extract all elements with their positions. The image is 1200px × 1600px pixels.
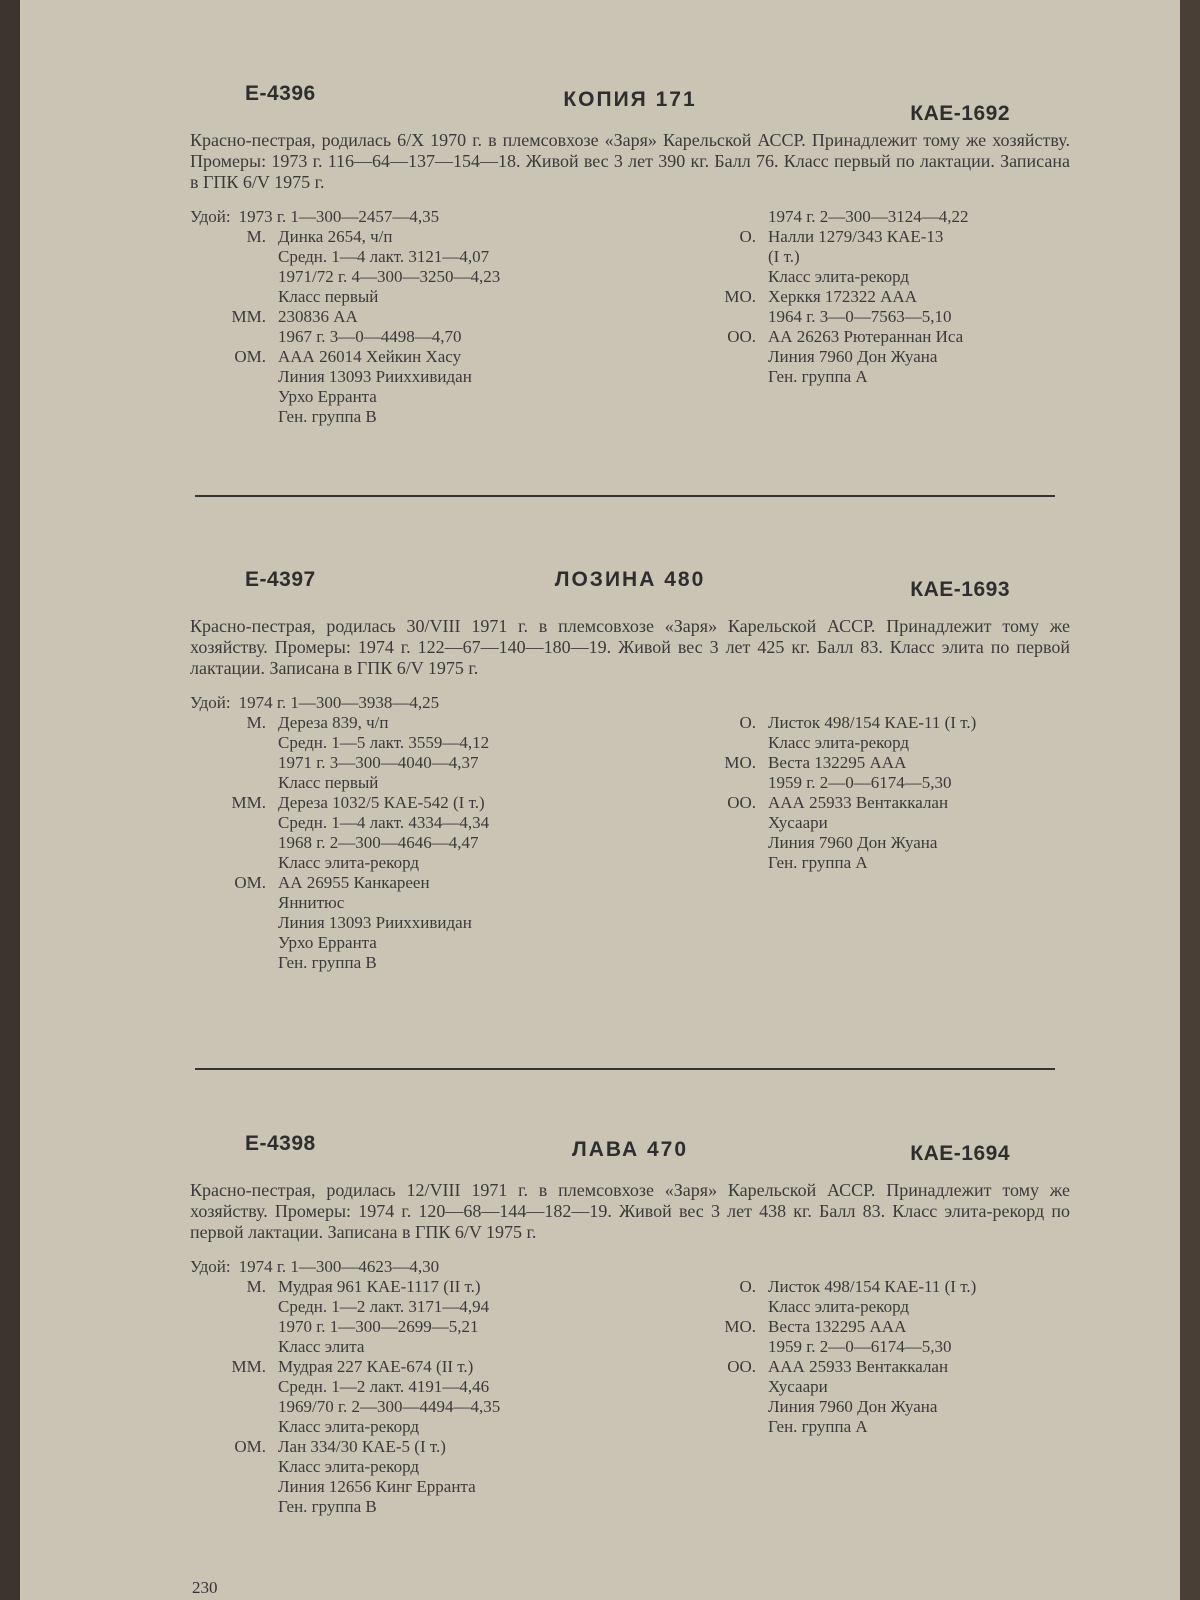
pedigree-text: Класс элита-рекорд — [278, 1457, 419, 1476]
pedigree-text: Средн. 1—4 лакт. 3121—4,07 — [278, 247, 490, 266]
entry-e4397 — [190, 568, 1070, 993]
pedigree-line — [680, 713, 1060, 733]
pedigree-label: ОМ. — [234, 1437, 266, 1456]
pedigree-text: 1974 г. 1—300—3938—4,25 — [238, 693, 440, 712]
pedigree-text: Ген. группа А — [768, 367, 868, 386]
pedigree-text: ААА 25933 Вентаккалан — [768, 793, 949, 812]
pedigree-text: Средн. 1—2 лакт. 4191—4,46 — [278, 1377, 490, 1396]
pedigree-line — [680, 1417, 1060, 1437]
pedigree-line — [190, 1437, 660, 1457]
pedigree-line — [680, 1277, 1060, 1297]
entry-header — [190, 1132, 1070, 1172]
pedigree-text: Ген. группа А — [768, 853, 868, 872]
pedigree-line — [680, 833, 1060, 853]
pedigree-label — [190, 327, 278, 347]
pedigree-line — [190, 813, 660, 833]
pedigree-label — [190, 773, 278, 793]
pedigree-label: О. — [739, 1277, 756, 1296]
pedigree-label — [680, 773, 768, 793]
pedigree-line — [190, 267, 660, 287]
entry-e4398 — [190, 1132, 1070, 1557]
cow-name: ЛАВА 470 — [571, 1138, 689, 1161]
pedigree-label: Удой: — [190, 693, 231, 712]
pedigree-label — [190, 247, 278, 267]
pedigree-text: Средн. 1—2 лакт. 3171—4,94 — [278, 1297, 490, 1316]
pedigree-line — [680, 853, 1060, 873]
pedigree-label — [190, 753, 278, 773]
pedigree-line — [190, 1417, 660, 1437]
pedigree-text: Класс элита — [278, 1337, 365, 1356]
pedigree-block — [190, 693, 1070, 993]
pedigree-text: Веста 132295 ААА — [768, 1317, 907, 1336]
pedigree-text: 1968 г. 2—300—4646—4,47 — [278, 833, 479, 852]
pedigree-line — [680, 347, 1060, 367]
pedigree-text: АА 26955 Канкареен — [278, 873, 430, 892]
pedigree-label — [680, 853, 768, 873]
pedigree-line — [190, 247, 660, 267]
herdbook-number: КАЕ-1693 — [910, 578, 1010, 601]
pedigree-line — [680, 733, 1060, 753]
pedigree-text: 1974 г. 1—300—4623—4,30 — [238, 1257, 440, 1276]
pedigree-line — [190, 893, 660, 913]
pedigree-label: М. — [246, 227, 266, 246]
pedigree-text: Линия 12656 Кинг Ерранта — [278, 1477, 476, 1496]
pedigree-text: Дереза 1032/5 КАЕ-542 (I т.) — [278, 793, 485, 812]
pedigree-label: ММ. — [231, 307, 266, 326]
pedigree-label — [190, 833, 278, 853]
pedigree-maternal — [190, 207, 660, 427]
pedigree-line — [190, 407, 660, 427]
pedigree-text: 1973 г. 1—300—2457—4,35 — [238, 207, 440, 226]
entry-description: Красно-пестрая, родилась 30/VIII 1971 г. в племсовхозе «Заря» Карельской АССР. Принадлежит тому же хозяйству. Промеры: 1974 г. 122—67—140—180—19. Живой вес 3 лет 425 кг. Балл 83. Класс элита по первой лактации. Записана в ГПК 6/V 1975 г. — [190, 616, 1070, 678]
entry-e4396 — [190, 82, 1070, 507]
pedigree-line — [680, 287, 1060, 307]
pedigree-line — [190, 347, 660, 367]
pedigree-text: Класс первый — [278, 773, 379, 792]
pedigree-text: Налли 1279/343 КАЕ-13 — [768, 227, 944, 246]
pedigree-line — [190, 953, 660, 973]
pedigree-line — [190, 933, 660, 953]
pedigree-text: ААА 26014 Хейкин Хасу — [278, 347, 462, 366]
pedigree-line — [680, 307, 1060, 327]
pedigree-label: МО. — [724, 753, 756, 772]
pedigree-line — [190, 227, 660, 247]
pedigree-line — [680, 247, 1060, 267]
pedigree-line — [190, 1257, 660, 1277]
pedigree-line — [190, 773, 660, 793]
pedigree-line — [680, 1397, 1060, 1417]
pedigree-label — [190, 407, 278, 427]
pedigree-label — [680, 733, 768, 753]
pedigree-label: ОО. — [727, 327, 756, 346]
pedigree-text: Яннитюс — [278, 893, 345, 912]
herdbook-number: КАЕ-1694 — [910, 1142, 1010, 1165]
cow-name: ЛОЗИНА 480 — [554, 568, 706, 591]
pedigree-text: Класс элита-рекорд — [278, 1417, 419, 1436]
pedigree-text: Класс элита-рекорд — [278, 853, 419, 872]
pedigree-label — [190, 1417, 278, 1437]
pedigree-text: Веста 132295 ААА — [768, 753, 907, 772]
pedigree-text: Мудрая 961 КАЕ-1117 (II т.) — [278, 1277, 481, 1296]
pedigree-line — [190, 733, 660, 753]
pedigree-block — [190, 1257, 1070, 1557]
registry-number: Е-4397 — [245, 568, 316, 591]
pedigree-line — [680, 327, 1060, 347]
pedigree-text: Линия 13093 Рииххивидан — [278, 913, 472, 932]
pedigree-text: Класс первый — [278, 287, 379, 306]
entry-description: Красно-пестрая, родилась 12/VIII 1971 г. в племсовхозе «Заря» Карельской АССР. Принадлежит тому же хозяйству. Промеры: 1974 г. 120—68—144—182—19. Живой вес 3 лет 438 кг. Балл 83. Класс элита-рекорд по первой лактации. Записана в ГПК 6/V 1975 г. — [190, 1180, 1070, 1242]
pedigree-text: Класс элита-рекорд — [768, 1297, 909, 1316]
pedigree-text: Средн. 1—5 лакт. 3559—4,12 — [278, 733, 490, 752]
entry-description: Красно-пестрая, родилась 6/X 1970 г. в племсовхозе «Заря» Карельской АССР. Принадлежит тому же хозяйству. Промеры: 1973 г. 116—64—137—154—18. Живой вес 3 лет 390 кг. Балл 76. Класс первый по лактации. Записана в ГПК 6/V 1975 г. — [190, 130, 1070, 192]
pedigree-text: Ген. группа В — [278, 953, 377, 972]
pedigree-line — [190, 873, 660, 893]
registry-number: Е-4396 — [245, 82, 316, 105]
pedigree-line — [190, 1337, 660, 1357]
pedigree-text: 1969/70 г. 2—300—4494—4,35 — [278, 1397, 501, 1416]
pedigree-text: Класс элита-рекорд — [768, 267, 909, 286]
pedigree-line — [190, 307, 660, 327]
pedigree-text: Динка 2654, ч/п — [278, 227, 393, 246]
pedigree-block — [190, 207, 1070, 507]
pedigree-label: ОО. — [727, 1357, 756, 1376]
pedigree-text: Хусаари — [768, 813, 828, 832]
pedigree-line — [190, 207, 660, 227]
pedigree-text: Листок 498/154 КАЕ-11 (I т.) — [768, 713, 977, 732]
herdbook-number: КАЕ-1692 — [910, 102, 1010, 125]
pedigree-line — [680, 1297, 1060, 1317]
pedigree-line — [680, 1357, 1060, 1377]
pedigree-label — [190, 893, 278, 913]
pedigree-text: АА 26263 Рютераннан Иса — [768, 327, 964, 346]
pedigree-label: Удой: — [190, 1257, 231, 1276]
pedigree-label — [190, 733, 278, 753]
pedigree-text: Ген. группа В — [278, 407, 377, 426]
pedigree-label — [680, 1297, 768, 1317]
pedigree-text: Лан 334/30 КАЕ-5 (I т.) — [278, 1437, 446, 1456]
pedigree-line — [190, 913, 660, 933]
pedigree-text: Линия 7960 Дон Жуана — [768, 347, 938, 366]
pedigree-line — [190, 367, 660, 387]
pedigree-label — [680, 1337, 768, 1357]
pedigree-label: М. — [246, 1277, 266, 1296]
pedigree-label — [680, 267, 768, 287]
pedigree-text: 1971 г. 3—300—4040—4,37 — [278, 753, 479, 772]
pedigree-text: Урхо Ерранта — [278, 387, 377, 406]
pedigree-line — [680, 367, 1060, 387]
pedigree-label: О. — [739, 713, 756, 732]
pedigree-paternal — [680, 713, 1060, 873]
section-divider — [195, 1068, 1055, 1070]
pedigree-label — [680, 1397, 768, 1417]
pedigree-label: М. — [246, 713, 266, 732]
pedigree-label — [190, 813, 278, 833]
pedigree-line — [190, 1477, 660, 1497]
pedigree-label — [190, 1337, 278, 1357]
pedigree-line — [190, 853, 660, 873]
pedigree-label: МО. — [724, 287, 756, 306]
cow-name: КОПИЯ 171 — [563, 88, 697, 111]
pedigree-label — [680, 1417, 768, 1437]
pedigree-label: ММ. — [231, 793, 266, 812]
pedigree-text: 1959 г. 2—0—6174—5,30 — [768, 1337, 952, 1356]
pedigree-label: Удой: — [190, 207, 231, 226]
pedigree-line — [190, 693, 660, 713]
pedigree-label — [190, 1397, 278, 1417]
pedigree-label: МО. — [724, 1317, 756, 1336]
entry-header — [190, 568, 1070, 608]
pedigree-text: 1971/72 г. 4—300—3250—4,23 — [278, 267, 501, 286]
book-page — [20, 0, 1180, 1600]
page-number: 230 — [192, 1578, 218, 1597]
pedigree-text: 1974 г. 2—300—3124—4,22 — [768, 207, 969, 226]
pedigree-label — [190, 1317, 278, 1337]
pedigree-text: Ген. группа В — [278, 1497, 377, 1516]
pedigree-line — [680, 207, 1060, 227]
pedigree-label — [190, 267, 278, 287]
pedigree-text: 1970 г. 1—300—2699—5,21 — [278, 1317, 479, 1336]
pedigree-line — [190, 1357, 660, 1377]
pedigree-line — [680, 1337, 1060, 1357]
pedigree-line — [680, 267, 1060, 287]
pedigree-text: Средн. 1—4 лакт. 4334—4,34 — [278, 813, 490, 832]
pedigree-label — [190, 1497, 278, 1517]
pedigree-label — [680, 813, 768, 833]
pedigree-text: Линия 13093 Рииххивидан — [278, 367, 472, 386]
pedigree-label — [190, 1477, 278, 1497]
pedigree-label: ОО. — [727, 793, 756, 812]
pedigree-text: Ген. группа А — [768, 1417, 868, 1436]
pedigree-text: 1967 г. 3—0—4498—4,70 — [278, 327, 462, 346]
pedigree-line — [190, 387, 660, 407]
pedigree-line — [680, 753, 1060, 773]
pedigree-line — [190, 713, 660, 733]
pedigree-text: Листок 498/154 КАЕ-11 (I т.) — [768, 1277, 977, 1296]
pedigree-line — [190, 833, 660, 853]
pedigree-label — [190, 1377, 278, 1397]
pedigree-text: 230836 АА — [278, 307, 358, 326]
pedigree-text: Линия 7960 Дон Жуана — [768, 1397, 938, 1416]
pedigree-text: Линия 7960 Дон Жуана — [768, 833, 938, 852]
pedigree-line — [190, 1317, 660, 1337]
pedigree-line — [680, 1377, 1060, 1397]
pedigree-text: Дереза 839, ч/п — [278, 713, 389, 732]
pedigree-label — [190, 387, 278, 407]
pedigree-text: Урхо Ерранта — [278, 933, 377, 952]
pedigree-label — [680, 247, 768, 267]
pedigree-line — [190, 1377, 660, 1397]
pedigree-line — [190, 1297, 660, 1317]
pedigree-text: (I т.) — [768, 247, 800, 266]
pedigree-text: 1959 г. 2—0—6174—5,30 — [768, 773, 952, 792]
pedigree-label — [680, 307, 768, 327]
pedigree-text: 1964 г. 3—0—7563—5,10 — [768, 307, 952, 326]
pedigree-label — [680, 347, 768, 367]
registry-number: Е-4398 — [245, 1132, 316, 1155]
section-divider — [195, 495, 1055, 497]
pedigree-label — [680, 367, 768, 387]
pedigree-label: ОМ. — [234, 347, 266, 366]
pedigree-line — [190, 793, 660, 813]
pedigree-label — [680, 207, 768, 227]
pedigree-line — [190, 327, 660, 347]
pedigree-text: ААА 25933 Вентаккалан — [768, 1357, 949, 1376]
pedigree-label — [190, 913, 278, 933]
pedigree-line — [190, 1497, 660, 1517]
pedigree-label — [190, 287, 278, 307]
pedigree-paternal — [680, 1277, 1060, 1437]
pedigree-label — [190, 367, 278, 387]
book-spine — [0, 0, 20, 1600]
pedigree-label — [190, 1297, 278, 1317]
pedigree-label — [680, 833, 768, 853]
pedigree-label: ММ. — [231, 1357, 266, 1376]
pedigree-line — [190, 1397, 660, 1417]
pedigree-line — [190, 1457, 660, 1477]
pedigree-line — [680, 813, 1060, 833]
pedigree-line — [190, 287, 660, 307]
pedigree-line — [680, 1317, 1060, 1337]
pedigree-maternal — [190, 1257, 660, 1517]
pedigree-line — [190, 753, 660, 773]
pedigree-label — [190, 853, 278, 873]
pedigree-label — [680, 1377, 768, 1397]
pedigree-text: Класс элита-рекорд — [768, 733, 909, 752]
pedigree-text: Херккя 172322 ААА — [768, 287, 917, 306]
pedigree-label: О. — [739, 227, 756, 246]
pedigree-line — [680, 793, 1060, 813]
pedigree-label: ОМ. — [234, 873, 266, 892]
pedigree-text: Мудрая 227 КАЕ-674 (II т.) — [278, 1357, 474, 1376]
pedigree-line — [680, 773, 1060, 793]
pedigree-maternal — [190, 693, 660, 973]
pedigree-text: Хусаари — [768, 1377, 828, 1396]
entry-header — [190, 82, 1070, 125]
pedigree-line — [190, 1277, 660, 1297]
pedigree-label — [190, 953, 278, 973]
pedigree-line — [680, 227, 1060, 247]
pedigree-label — [190, 933, 278, 953]
pedigree-paternal — [680, 207, 1060, 387]
pedigree-label — [190, 1457, 278, 1477]
